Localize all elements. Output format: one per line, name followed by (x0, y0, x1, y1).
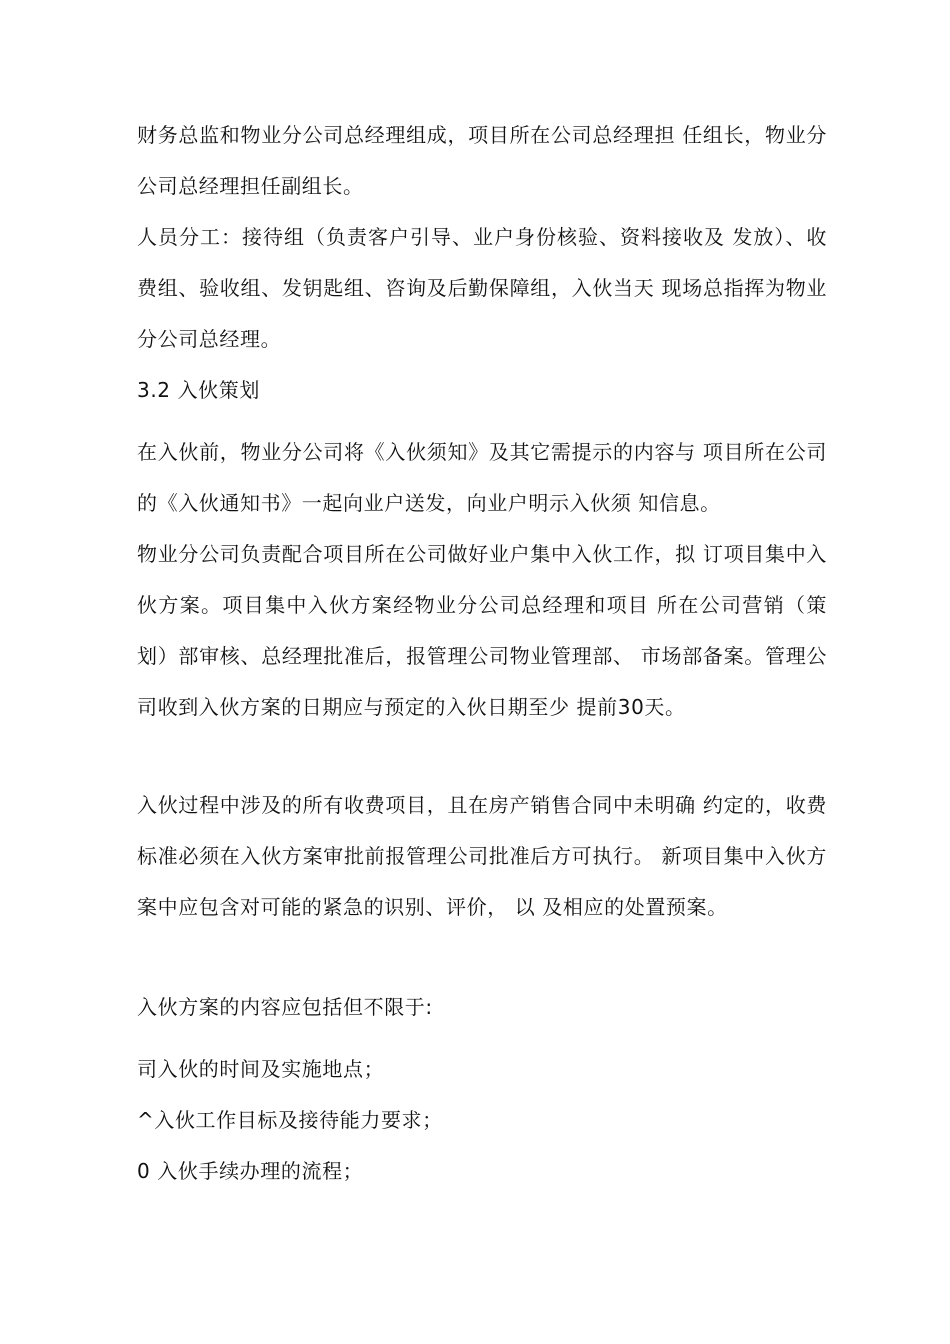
paragraph-fees-and-emergency: 入伙过程中涉及的所有收费项目，且在房产销售合同中未明确 约定的，收费标准必须在入伙方案审批前报管理公司批准后方可执行。 新项目集中入伙方案中应包含对可能的紧急的识别、评价， 以 及相应的处置预案。 (137, 793, 827, 919)
paragraph-movein-plan: 物业分公司负责配合项目所在公司做好业户集中入伙工作，拟 订项目集中入伙方案。项目集中入伙方案经物业分公司总经理和项目 所在公司营销（策划）部审核、总经理批准后，报管理公司物业管理部、 市场部备案。管理公司收到入伙方案的日期应与预定的入伙日期至少 提前30天。 (137, 542, 827, 719)
list-item: 司入伙的时间及实施地点； (137, 1057, 385, 1081)
list-item: ^入伙工作目标及接待能力要求； (137, 1108, 443, 1132)
list-intro: 入伙方案的内容应包括但不限于: (137, 995, 433, 1019)
paragraph-staff-division: 人员分工：接待组（负责客户引导、业户身份核验、资料接收及 发放）、收费组、验收组、发钥匙组、咨询及后勤保障组，入伙当天 现场总指挥为物业分公司总经理。 (137, 225, 827, 351)
paragraph-pre-movein-notice: 在入伙前，物业分公司将《入伙须知》及其它需提示的内容与 项目所在公司的《入伙通知书》一起向业户送发，向业户明示入伙须 知信息。 (137, 440, 827, 515)
list-item: 0 入伙手续办理的流程； (137, 1159, 364, 1183)
paragraph-team-composition: 财务总监和物业分公司总经理组成，项目所在公司总经理担 任组长，物业分公司总经理担任副组长。 (137, 123, 827, 198)
section-heading: 3.2 入伙策划 (137, 378, 260, 402)
